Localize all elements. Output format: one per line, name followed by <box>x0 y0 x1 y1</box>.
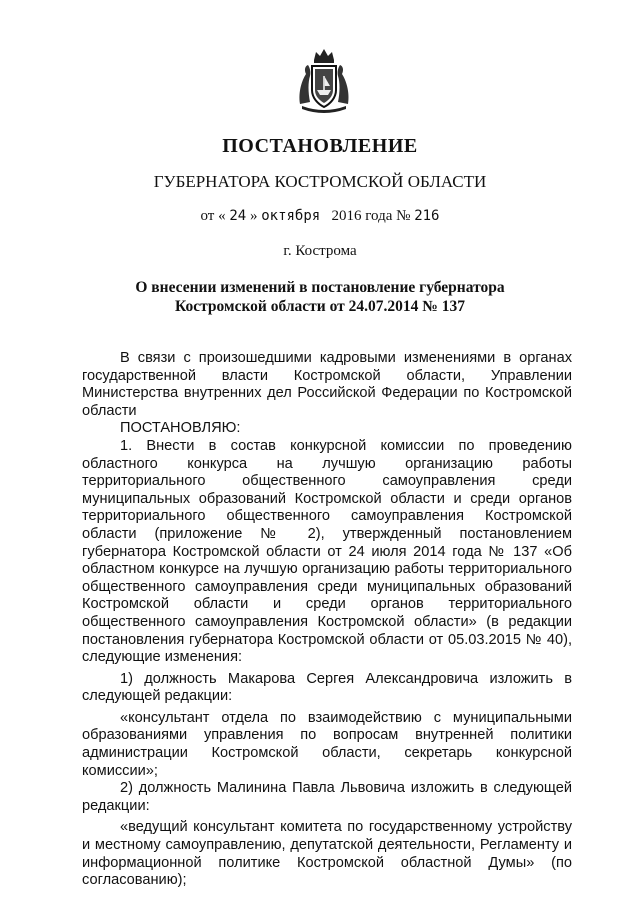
document-body <box>82 350 572 890</box>
paragraph: 2) должность Малинина Павла Львовича изложить в следующей редакции: <box>82 780 572 814</box>
heading-line-2: Костромской области от 24.07.2014 № 137 <box>175 298 465 315</box>
heading-line-1: О внесении изменений в постановление губернатора <box>135 279 505 296</box>
document-date-line <box>0 208 640 225</box>
document-title: ПОСТАНОВЛЕНИЕ <box>222 135 418 157</box>
paragraph: 1. Внести в состав конкурсной комиссии по проведению областного конкурса на лучшую организацию работы территориального общественного самоуправления среди муниципальных образований Костромской области и среди органов территориального общественного самоуправления Костромской области (приложение № 2), утвержденный постановлением губернатора Костромской области от 24 июля 2014 года № 137 «Об областном конкурсе на лучшую организацию работы территориального общественного самоуправления среди муниципальных образований Костромской области и среди органов территориального общественного самоуправления Костромской области» (в редакции постановления губернатора Костромской области от 05.03.2015 № 40), следующие изменения: <box>82 437 572 666</box>
date-year-text: 2016 года № <box>331 208 411 224</box>
date-mid: » <box>249 208 258 224</box>
date-month: октября <box>261 208 321 224</box>
coat-of-arms-icon <box>296 46 352 116</box>
paragraph-resolve: ПОСТАНОВЛЯЮ: <box>120 420 241 437</box>
paragraph: В связи с произошедшими кадровыми изменениями в органах государственной власти Костромской области, Управлении Министерства внутренних дел Российской Федерации по Костромской области <box>82 350 572 419</box>
paragraph: 1) должность Макарова Сергея Александровича изложить в следующей редакции: <box>82 670 572 705</box>
paragraph: «ведущий консультант комитета по государственному устройству и местному самоуправлению, депутатской деятельности, Регламенту и информационной политике Костромской областной Думы» (по согласованию); <box>82 819 572 889</box>
document-heading <box>120 278 520 316</box>
date-day: 24 <box>229 208 247 224</box>
document-subtitle: ГУБЕРНАТОРА КОСТРОМСКОЙ ОБЛАСТИ <box>153 172 487 191</box>
date-prefix: от « <box>200 208 226 224</box>
document-city: г. Кострома <box>283 243 357 259</box>
document-number: 216 <box>414 208 440 224</box>
paragraph: «консультант отдела по взаимодействию с муниципальными образованиями управления по вопросам внутренней политики администрации Костромской области, секретарь конкурсной комиссии»; <box>82 709 572 779</box>
